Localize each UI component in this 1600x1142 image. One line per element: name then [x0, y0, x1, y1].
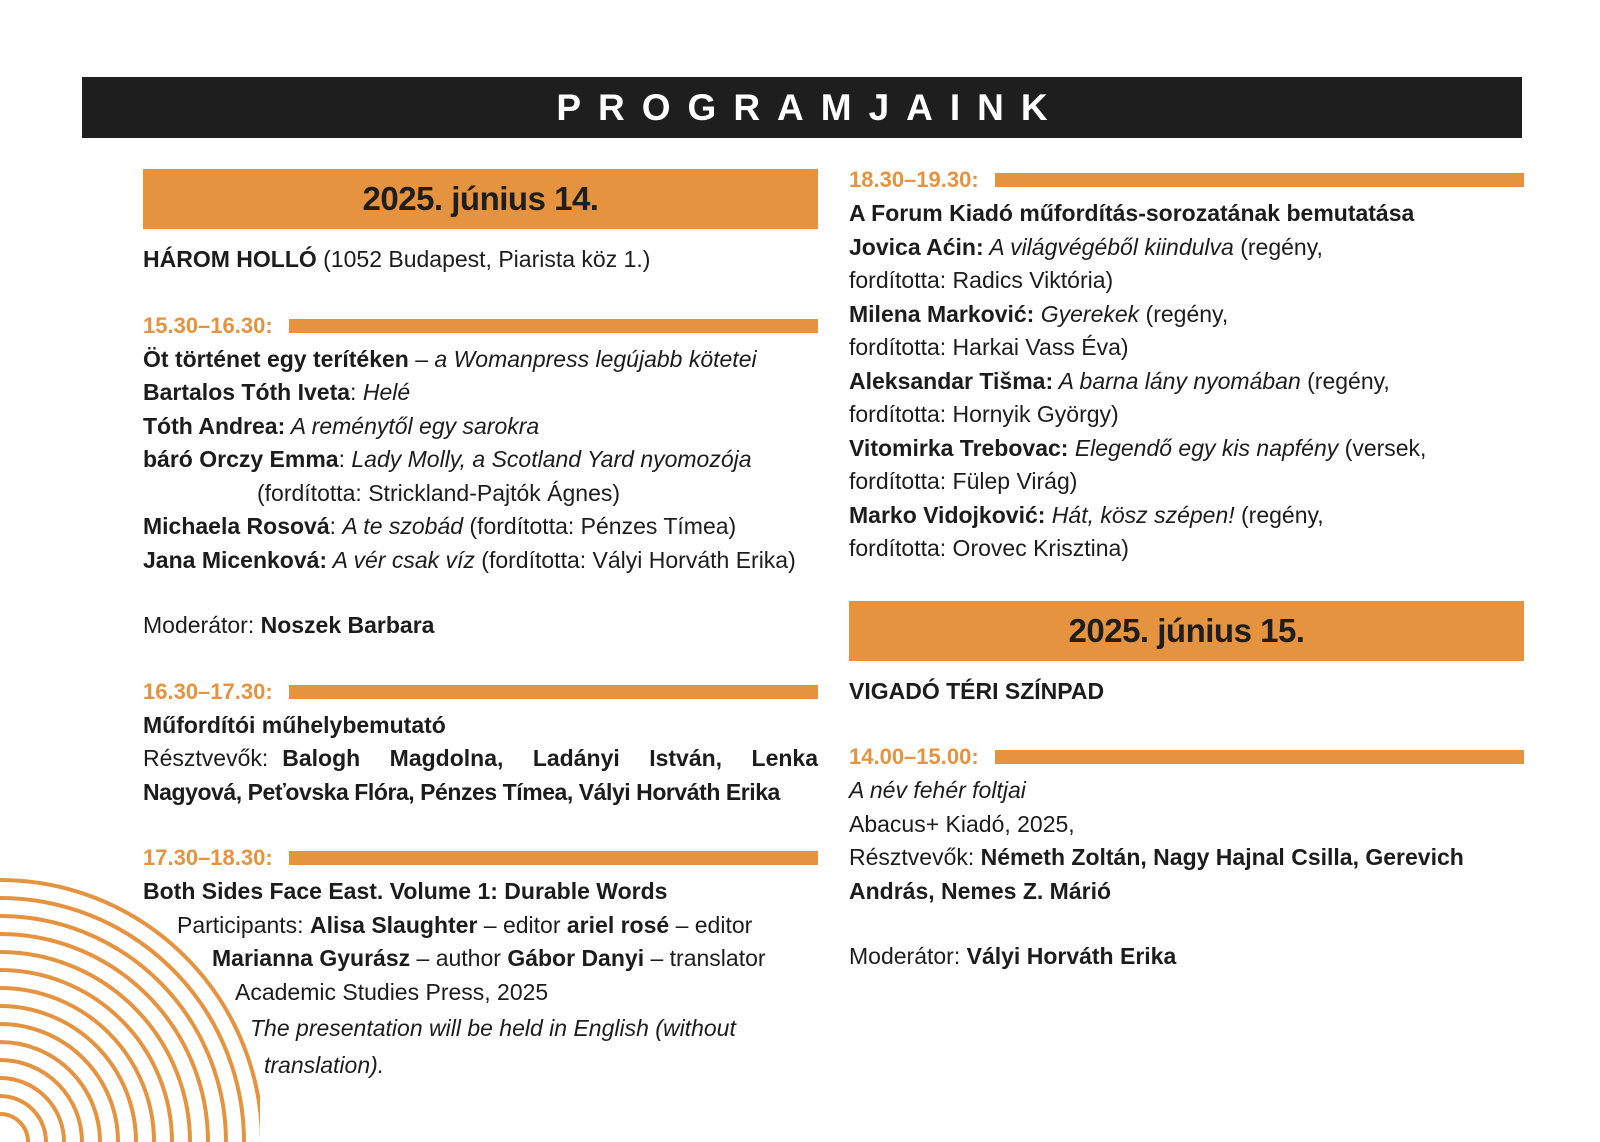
venue-name: HÁROM HOLLÓ	[143, 246, 317, 272]
participants-line: András, Nemes Z. Márió	[849, 877, 1112, 904]
translator-line: fordította: Harkai Vass Éva)	[849, 334, 1129, 360]
date-label: 2025. június 14.	[362, 180, 599, 218]
orange-rule	[289, 851, 818, 865]
right-column	[849, 169, 1524, 974]
venue-address: (1052 Budapest, Piarista köz 1.)	[316, 246, 651, 272]
language-note: The presentation will be held in English (without	[250, 1015, 736, 1041]
participants-line: Résztvevők: Balogh Magdolna, Ladányi István, Lenka	[143, 745, 818, 771]
time-label: 17.30–18.30:	[143, 845, 273, 871]
translator-line: fordította: Hornyik György)	[849, 401, 1119, 427]
program-title: A név fehér foltjai	[849, 777, 1026, 803]
moderator-line: Moderátor: Vályi Horváth Erika	[849, 943, 1177, 969]
translator-line: fordította: Fülep Virág)	[849, 468, 1078, 494]
book-entry: Jovica Aćin: A világvégéből kiindulva (regény,	[849, 233, 1323, 260]
orange-rule	[289, 685, 818, 699]
time-slot-5	[849, 740, 1524, 774]
time-label: 15.30–16.30:	[143, 312, 273, 338]
moderator-line: Moderátor: Noszek Barbara	[143, 612, 435, 638]
participants-line: Marianna Gyurász – author Gábor Danyi – translator	[212, 945, 766, 971]
book-entry: Milena Marković: Gyerekek (regény,	[849, 300, 1229, 327]
date-label: 2025. június 15.	[1068, 611, 1305, 649]
orange-rule	[995, 173, 1524, 187]
translator-line: fordította: Radics Viktória)	[849, 267, 1114, 293]
time-slot-1	[143, 309, 818, 343]
participants-line: Nagyová, Peťovska Flóra, Pénzes Tímea, Vályi Horváth Erika	[143, 778, 780, 805]
left-column	[143, 169, 818, 1082]
time-slot-3	[143, 841, 818, 875]
program-title: Öt történet egy terítéken – a Womanpress legújabb kötetei	[143, 345, 757, 372]
translator-note: (fordította: Strickland-Pajtók Ágnes)	[257, 479, 621, 506]
orange-rule	[995, 750, 1524, 764]
decorative-arc	[0, 1114, 28, 1142]
book-entry: Vitomirka Trebovac: Elegendő egy kis napfény (versek,	[849, 434, 1427, 461]
language-note: translation).	[264, 1051, 385, 1078]
decorative-arc	[0, 1096, 46, 1142]
orange-rule	[289, 319, 818, 333]
date-bar-june-15	[849, 601, 1524, 661]
time-label: 18.30–19.30:	[849, 167, 979, 193]
book-entry: Aleksandar Tišma: A barna lány nyomában (regény,	[849, 367, 1390, 394]
publisher-line: Academic Studies Press, 2025	[235, 978, 549, 1005]
program-title: Műfordítói műhelybemutató	[143, 711, 446, 738]
venue-line	[143, 243, 818, 277]
translator-line: fordította: Orovec Krisztina)	[849, 535, 1129, 561]
venue-line: VIGADÓ TÉRI SZÍNPAD	[849, 677, 1105, 704]
publisher-line: Abacus+ Kiadó, 2025,	[849, 810, 1075, 837]
book-entry: báró Orczy Emma: Lady Molly, a Scotland Yard nyomozója	[143, 446, 752, 472]
programs-banner	[82, 77, 1522, 138]
book-entry: Michaela Rosová: A te szobád (fordította: Pénzes Tímea)	[143, 513, 737, 539]
time-slot-2	[143, 675, 818, 709]
decorative-arc	[0, 1042, 100, 1142]
program-title: A Forum Kiadó műfordítás-sorozatának bemutatása	[849, 200, 1415, 226]
participants-line: Résztvevők: Németh Zoltán, Nagy Hajnal Csilla, Gerevich	[849, 844, 1464, 870]
time-slot-4	[849, 169, 1524, 191]
date-bar-june-14	[143, 169, 818, 229]
book-entry: Bartalos Tóth Iveta: Helé	[143, 379, 411, 405]
program-title: Both Sides Face East. Volume 1: Durable Words	[143, 878, 668, 904]
book-entry: Tóth Andrea: A reménytől egy sarokra	[143, 412, 540, 439]
book-entry: Jana Micenková: A vér csak víz (fordította: Vályi Horváth Erika)	[143, 546, 796, 573]
participants-line: Participants: Alisa Slaughter – editor ariel rosé – editor	[177, 911, 753, 938]
time-label: 14.00–15.00:	[849, 744, 979, 770]
book-entry: Marko Vidojković: Hát, kösz szépen! (regény,	[849, 501, 1324, 528]
banner-title: PROGRAMJAINK	[556, 86, 1065, 128]
time-label: 16.30–17.30:	[143, 678, 273, 704]
